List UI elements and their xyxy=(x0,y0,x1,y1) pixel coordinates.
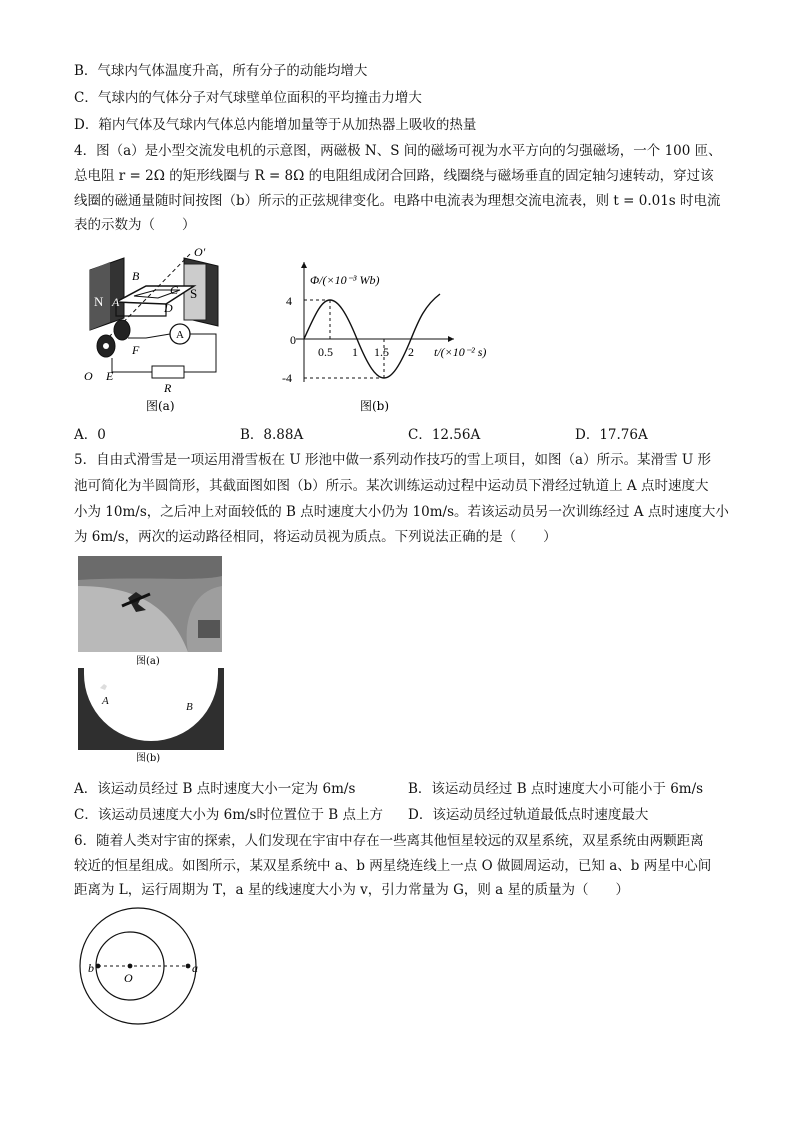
q5-stem-line-1: 5．自由式滑雪是一项运用滑雪板在 U 形池中做一系列动作技巧的雪上项目，如图（a）所示。某滑雪 U 形 xyxy=(74,452,712,468)
q4-option-a: A．0 xyxy=(74,427,106,443)
section-label-b: B xyxy=(186,701,193,713)
q6-stem-line-3: 距离为 L，运行周期为 T，a 星的线速度大小为 v，引力常量为 G，则 a 星的质量为（ ） xyxy=(74,882,630,898)
q4-stem-line-2: 总电阻 r = 2Ω 的矩形线圈与 R = 8Ω 的电阻组成闭合回路，线圈绕与磁场垂直的固定轴匀速转动，穿过该 xyxy=(74,168,714,184)
label-a: A xyxy=(112,295,120,309)
label-f: F xyxy=(132,343,140,357)
q4-option-b: B．8.88A xyxy=(240,427,304,443)
binary-star-figure xyxy=(76,906,216,1030)
x-tick-1-5: 1.5 xyxy=(374,345,389,359)
y-tick-neg4: -4 xyxy=(282,371,292,385)
x-tick-1: 1 xyxy=(352,345,358,359)
star-b-label: b xyxy=(88,961,94,975)
q3-option-d: D．箱内气体及气球内气体总内能增加量等于从加热器上吸收的热量 xyxy=(74,117,477,133)
q5-stem-line-4: 为 6m/s，两次的运动路径相同，将运动员视为质点。下列说法正确的是（ ） xyxy=(74,529,557,545)
q5-fig-b-caption: 图(b) xyxy=(136,753,161,764)
flux-graph xyxy=(268,250,504,418)
label-c: C xyxy=(170,283,179,297)
section-label-a: A xyxy=(102,695,109,707)
star-a-label: a xyxy=(192,961,198,975)
x-tick-0-5: 0.5 xyxy=(318,345,333,359)
label-s: S xyxy=(190,286,198,301)
q3-option-c: C．气球内的气体分子对气球壁单位面积的平均撞击力增大 xyxy=(74,90,422,106)
q4-option-c: C．12.56A xyxy=(408,427,481,443)
label-e: E xyxy=(106,369,114,383)
generator-figure xyxy=(76,246,256,418)
label-o-prime: O′ xyxy=(194,246,206,259)
halfpipe-section xyxy=(78,668,224,764)
q3-option-b: B．气球内气体温度升高，所有分子的动能均增大 xyxy=(74,63,368,79)
halfpipe-photo xyxy=(78,556,222,668)
fig-b-caption: 图(b) xyxy=(360,399,390,413)
q5-option-c: C．该运动员速度大小为 6m/s时位置位于 B 点上方 xyxy=(74,807,383,823)
x-axis-label: t/(×10⁻² s) xyxy=(434,345,487,359)
x-tick-2: 2 xyxy=(408,345,414,359)
y-tick-4: 4 xyxy=(286,294,292,308)
q4-stem-line-3: 线圈的磁通量随时间按图（b）所示的正弦规律变化。电路中电流表为理想交流电流表，则 t = 0.01s 时电流 xyxy=(74,193,721,209)
label-ammeter: A xyxy=(176,329,184,341)
label-n: N xyxy=(94,294,104,309)
label-r: R xyxy=(164,381,172,395)
fig-a-caption: 图(a) xyxy=(146,399,175,413)
q5-stem-line-3: 小为 10m/s，之后冲上对面较低的 B 点时速度大小仍为 10m/s。若该运动员另一次训练经过 A 点时速度大小 xyxy=(74,504,729,520)
label-b: B xyxy=(132,269,140,283)
q4-stem-line-4: 表的示数为（ ） xyxy=(74,217,196,233)
q5-option-b: B．该运动员经过 B 点时速度大小可能小于 6m/s xyxy=(408,781,704,797)
q5-option-a: A．该运动员经过 B 点时速度大小一定为 6m/s xyxy=(74,781,356,797)
q4-option-d: D．17.76A xyxy=(575,427,648,443)
center-o-label: O xyxy=(124,971,133,985)
label-o: O xyxy=(84,369,93,383)
q6-stem-line-2: 较近的恒星组成。如图所示，某双星系统中 a、b 两星绕连线上一点 O 做圆周运动，已知 a、b 两星中心间 xyxy=(74,858,712,874)
q5-stem-line-2: 池可简化为半圆筒形，其截面图如图（b）所示。某次训练运动过程中运动员下滑经过轨道上 A 点时速度大 xyxy=(74,478,709,494)
q5-fig-a-caption: 图(a) xyxy=(136,656,160,667)
y-tick-0: 0 xyxy=(290,333,296,347)
q5-option-d: D．该运动员经过轨道最低点时速度最大 xyxy=(408,807,649,823)
q6-stem-line-1: 6．随着人类对宇宙的探索，人们发现在宇宙中存在一些离其他恒星较远的双星系统，双星系统由两颗距离 xyxy=(74,833,704,849)
q4-stem-line-1: 4．图（a）是小型交流发电机的示意图，两磁极 N、S 间的磁场可视为水平方向的匀强磁场，一个 100 匝、 xyxy=(74,143,722,159)
y-axis-label: Φ/(×10⁻³ Wb) xyxy=(310,273,380,287)
label-d: D xyxy=(164,301,173,315)
